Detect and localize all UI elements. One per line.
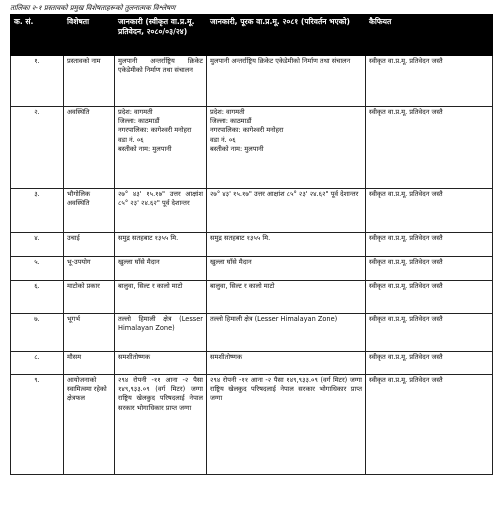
row-serial: ५.	[11, 257, 64, 281]
row-serial: ६.	[11, 281, 64, 314]
info-line: २९४ रोपनी -११ आना -२ पैसा १४९,९३३.०९ (वर्ग मिटर) जग्गा राष्ट्रिय खेलकुद परिषदलाई नेपाल सरकार भोगाधिकार प्राप्त जग्गा	[210, 376, 362, 403]
table-row	[11, 233, 493, 257]
info-line: समशीतोष्णक	[118, 353, 151, 361]
table-row	[11, 375, 493, 475]
row-supplementary-info	[207, 314, 366, 352]
table-row	[11, 56, 493, 107]
info-line: नगरपालिका: कागेश्वरी मनोहरा	[210, 126, 284, 135]
row-supplementary-info	[207, 375, 366, 475]
info-line: २७° ४३' १५.१७" उत्तर आक्षांश ८५° २३' २४.६२" पूर्व देशान्तर	[210, 190, 359, 198]
row-supplementary-info	[207, 257, 366, 281]
header-remarks: कैफियत	[366, 15, 493, 56]
table-row	[11, 257, 493, 281]
row-remarks: स्वीकृत वा.प्र.मू. प्रतिवेदन जस्तै	[366, 375, 493, 475]
info-line: तल्लो हिमाली क्षेत्र (Lesser Himalayan Zone)	[210, 315, 338, 323]
row-remarks: स्वीकृत वा.प्र.मू. प्रतिवेदन जस्तै	[366, 107, 493, 189]
row-supplementary-info	[207, 233, 366, 257]
row-feature: आयोजनाको स्वामित्वमा रहेको क्षेत्रफल	[64, 375, 115, 475]
info-line: वडा नं. ०६	[210, 135, 236, 144]
info-line: बस्तीको नाम: मुलपानी	[210, 144, 264, 153]
comparison-table	[10, 14, 493, 475]
info-line: समुद्र सतहबाट १३५५ मि.	[118, 234, 179, 242]
row-serial: ४.	[11, 233, 64, 257]
row-feature: भू-उपयोग	[64, 257, 115, 281]
row-remarks: स्वीकृत वा.प्र.मू. प्रतिवेदन जस्तै	[366, 352, 493, 375]
row-feature: अवस्थिति	[64, 107, 115, 189]
header-serial: क. सं.	[11, 15, 64, 56]
table-row	[11, 107, 493, 189]
info-line: बस्तीको नाम: मुलपानी	[118, 144, 172, 153]
row-supplementary-info	[207, 189, 366, 233]
table-row	[11, 281, 493, 314]
row-supplementary-info	[207, 56, 366, 107]
row-feature: भौगोलिक अवस्थिति	[64, 189, 115, 233]
row-feature: मौसम	[64, 352, 115, 375]
table-row	[11, 352, 493, 375]
info-line: बालुवा, सिल्ट र कालो माटो	[210, 282, 275, 290]
row-serial: ७.	[11, 314, 64, 352]
info-line: समुद्र सतहबाट १३५५ मि.	[210, 234, 271, 242]
info-line: समशीतोष्णक	[210, 353, 243, 361]
table-row	[11, 189, 493, 233]
row-feature: माटोको प्रकार	[64, 281, 115, 314]
row-feature: प्रस्तावको नाम	[64, 56, 115, 107]
header-row	[11, 15, 493, 56]
row-remarks: स्वीकृत वा.प्र.मू. प्रतिवेदन जस्तै	[366, 281, 493, 314]
table-caption: तालिका २-१ प्रस्तावको प्रमुख विशेषताहरूको तुलनात्मक विश्लेषण	[10, 4, 176, 12]
row-approved-info	[115, 352, 207, 375]
row-approved-info	[115, 56, 207, 107]
row-serial: २.	[11, 107, 64, 189]
row-approved-info	[115, 281, 207, 314]
info-line: खुल्ला घाँसे मैदान	[210, 258, 252, 266]
info-line: नगरपालिका: कागेश्वरी मनोहरा	[118, 126, 192, 135]
info-line: मुलपानी अन्तर्राष्ट्रिय क्रिकेट एकेडेमीको निर्माण तथा संचालन	[118, 57, 203, 75]
row-serial: ९.	[11, 375, 64, 475]
table-row	[11, 314, 493, 352]
info-line: जिल्ला: काठमाडौं	[118, 117, 160, 126]
row-approved-info	[115, 257, 207, 281]
row-supplementary-info	[207, 107, 366, 189]
row-remarks: स्वीकृत वा.प्र.मू. प्रतिवेदन जस्तै	[366, 189, 493, 233]
info-line: २७° ४३' १५.१७" उत्तर आक्षांश ८५° २३' २४.६२" पूर्व देशान्तर	[118, 190, 203, 208]
info-line: प्रदेश: वागमती	[210, 108, 245, 116]
row-supplementary-info	[207, 352, 366, 375]
info-line: खुल्ला घाँसे मैदान	[118, 258, 160, 266]
row-remarks: स्वीकृत वा.प्र.मू. प्रतिवेदन जस्तै	[366, 257, 493, 281]
row-supplementary-info	[207, 281, 366, 314]
info-line: मुलपानी अन्तर्राष्ट्रिय क्रिकेट एकेडेमीको निर्माण तथा संचालन	[210, 57, 351, 65]
row-serial: १.	[11, 56, 64, 107]
row-approved-info	[115, 189, 207, 233]
info-line: बालुवा, सिल्ट र कालो माटो	[118, 282, 183, 290]
row-feature: उचाई	[64, 233, 115, 257]
header-supplementary-info: जानकारी, पूरक वा.प्र.मू. २०८१ (परिवर्तन भएको)	[207, 15, 366, 56]
header-feature: विशेषता	[64, 15, 115, 56]
info-line: जिल्ला: काठमाडौं	[210, 117, 252, 126]
row-serial: ३.	[11, 189, 64, 233]
row-feature: भूगर्भ	[64, 314, 115, 352]
row-approved-info	[115, 314, 207, 352]
header-approved-info: जानकारी (स्वीकृत वा.प्र.मू. प्रतिवेदन, २०८०/०३/२४)	[115, 15, 207, 56]
row-serial: ८.	[11, 352, 64, 375]
row-approved-info	[115, 233, 207, 257]
info-line: तल्लो हिमाली क्षेत्र (Lesser Himalayan Zone)	[118, 315, 203, 333]
info-line: २९४ रोपनी -११ आना -२ पैसा १४९,९३३.०९ (वर्ग मिटर) जग्गा राष्ट्रिय खेलकुद परिषदलाई नेपाल सरकार भोगाधिकार प्राप्त जग्गा	[118, 376, 203, 412]
row-approved-info	[115, 107, 207, 189]
info-line: वडा नं. ०६	[118, 135, 144, 144]
row-approved-info	[115, 375, 207, 475]
row-remarks: स्वीकृत वा.प्र.मू. प्रतिवेदन जस्तै	[366, 56, 493, 107]
row-remarks: स्वीकृत वा.प्र.मू. प्रतिवेदन जस्तै	[366, 233, 493, 257]
info-line: प्रदेश: वागमती	[118, 108, 153, 116]
row-remarks: स्वीकृत वा.प्र.मू. प्रतिवेदन जस्तै	[366, 314, 493, 352]
